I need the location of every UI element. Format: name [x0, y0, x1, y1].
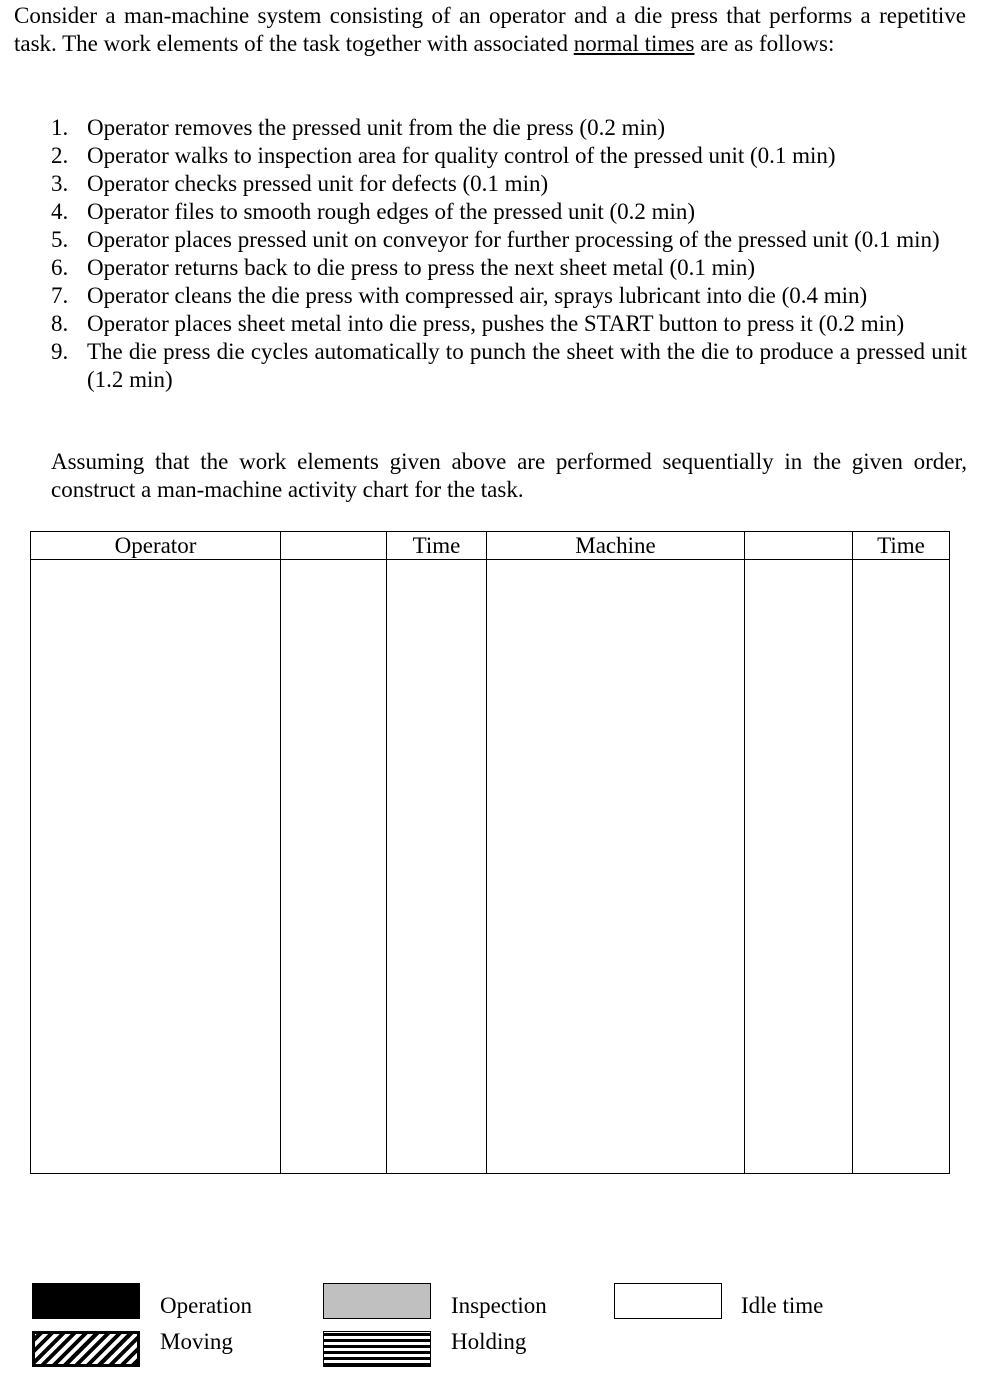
header-operator-blank [281, 532, 387, 560]
operator-blank-cell[interactable] [281, 560, 387, 1174]
list-item-number: 2. [51, 143, 69, 168]
list-item [51, 114, 967, 142]
list-item-text: Operator walks to inspection area for quality control of the pressed unit (0.1 min) [87, 143, 836, 168]
list-item-number: 1. [51, 115, 69, 140]
normal-times-link: normal times [573, 31, 695, 56]
list-item-text: Operator returns back to die press to press the next sheet metal (0.1 min) [87, 255, 756, 280]
header-operator-time: Time [387, 532, 487, 560]
idle-time-label: Idle time [741, 1293, 824, 1318]
list-item-text: Operator files to smooth rough edges of the pressed unit (0.2 min) [87, 199, 696, 224]
operator-time-cell[interactable] [387, 560, 487, 1174]
operation-label: Operation [160, 1293, 252, 1318]
list-item [51, 198, 967, 226]
moving-label: Moving [160, 1329, 233, 1354]
chart-header-row [31, 532, 950, 560]
operation-swatch [32, 1283, 140, 1319]
instruction-paragraph: Assuming that the work elements given above are performed sequentially in the given order, construct a man-machine activity chart for the task. [51, 449, 967, 502]
list-item-number: 6. [51, 255, 69, 280]
list-item-text: Operator checks pressed unit for defects (0.1 min) [87, 171, 549, 196]
list-item [51, 254, 967, 282]
header-machine-blank [745, 532, 853, 560]
moving-swatch [32, 1331, 140, 1367]
idle-time-swatch [614, 1283, 722, 1319]
machine-time-cell[interactable] [853, 560, 950, 1174]
list-item-text: Operator places sheet metal into die press, pushes the START button to press it (0.2 min) [87, 311, 905, 336]
header-machine: Machine [487, 532, 745, 560]
list-item [51, 226, 967, 254]
header-operator: Operator [31, 532, 281, 560]
list-item-number: 7. [51, 283, 69, 308]
list-item-number: 5. [51, 227, 69, 252]
machine-blank-cell[interactable] [745, 560, 853, 1174]
inspection-swatch [323, 1283, 431, 1319]
list-item-text: The die press die cycles automatically to punch the sheet with the die to produce a pressed unit (1.2 min) [87, 339, 967, 392]
list-item-number: 3. [51, 171, 69, 196]
list-item [51, 142, 967, 170]
list-item-number: 4. [51, 199, 69, 224]
list-item [51, 338, 967, 394]
operator-cell[interactable] [31, 560, 281, 1174]
chart-body-row [31, 560, 950, 1174]
list-item-number: 8. [51, 311, 69, 336]
list-item-text: Operator removes the pressed unit from the die press (0.2 min) [87, 115, 666, 140]
list-item [51, 282, 967, 310]
list-item-text: Operator cleans the die press with compressed air, sprays lubricant into die (0.4 min) [87, 283, 868, 308]
intro-paragraph [14, 2, 966, 58]
inspection-label: Inspection [451, 1293, 547, 1318]
intro-text-after: are as follows: [694, 31, 835, 56]
holding-label: Holding [451, 1329, 527, 1354]
holding-swatch [323, 1331, 431, 1367]
machine-cell[interactable] [487, 560, 745, 1174]
activity-chart-table [30, 531, 950, 1174]
list-item [51, 170, 967, 198]
header-machine-time: Time [853, 532, 950, 560]
work-element-list [51, 114, 967, 394]
intro-text-before: Consider a man-machine system consisting of an operator and a die press that performs a repetitive task. The work elements of the task together with associated [14, 3, 966, 56]
list-item [51, 310, 967, 338]
list-item-text: Operator places pressed unit on conveyor for further processing of the pressed unit (0.1 min) [87, 227, 940, 252]
list-item-number: 9. [51, 339, 69, 364]
